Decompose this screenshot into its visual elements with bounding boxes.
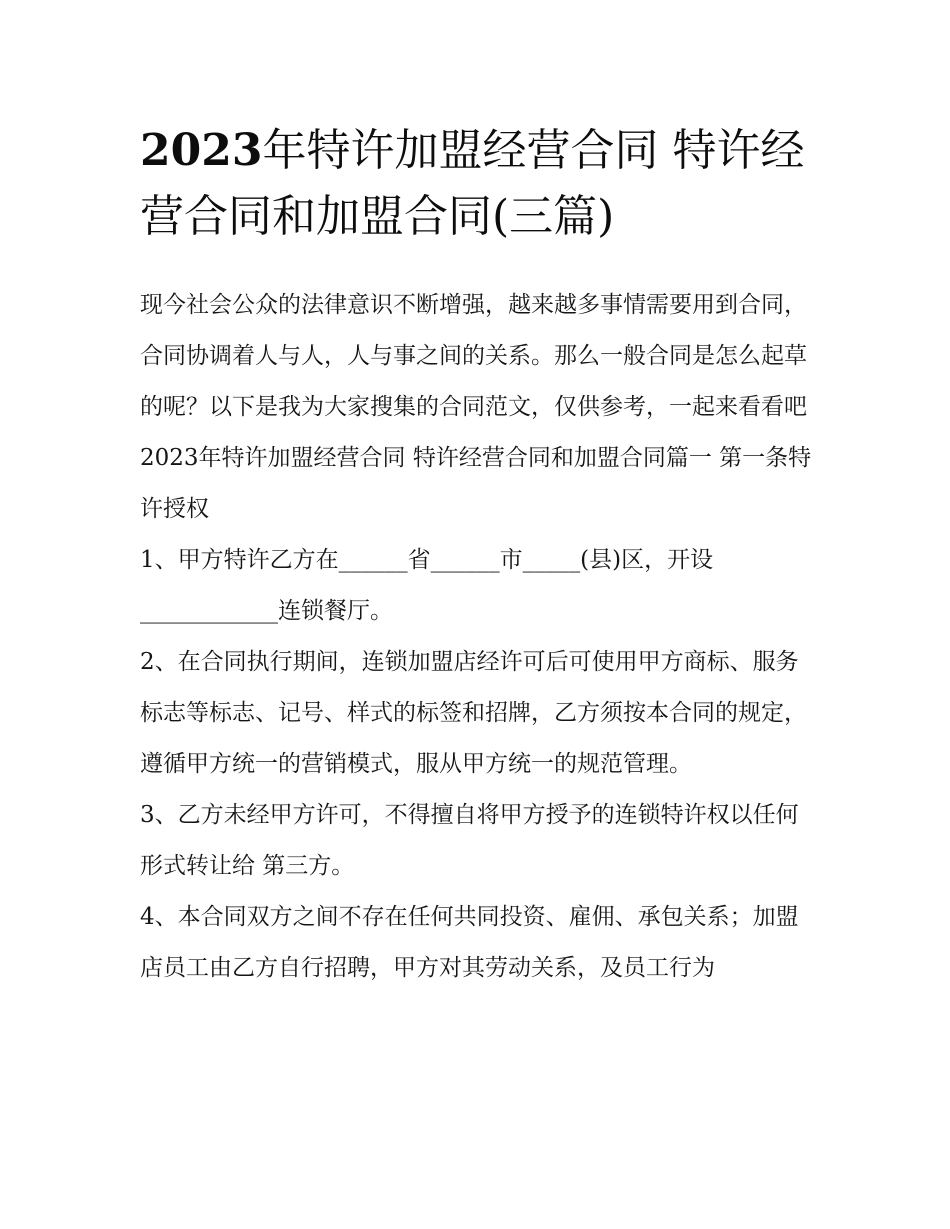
section-heading: 2023年特许加盟经营合同 特许经营合同和加盟合同篇一 第一条特许授权: [140, 445, 812, 522]
intro-paragraph: 现今社会公众的法律意识不断增强，越来越多事情需要用到合同，合同协调着人与人，人与事之间的关系。那么一般合同是怎么起草的呢？以下是我为大家搜集的合同范文，仅供参考，一起来看看吧: [140, 292, 807, 420]
clause-2: 2、在合同执行期间，连锁加盟店经许可后可使用甲方商标、服务标志等标志、记号、样式的标签和招牌，乙方须按本合同的规定，遵循甲方统一的营销模式，服从甲方统一的规范管理。: [140, 649, 807, 777]
title-text: 年特许加盟经营合同 特许经营合同和加盟合同(三篇): [140, 125, 805, 242]
clause-4: 4、本合同双方之间不存在任何共同投资、雇佣、承包关系；加盟店员工由乙方自行招聘，甲方对其劳动关系，及员工行为: [140, 904, 799, 981]
document-body: [140, 280, 820, 994]
clause-1: 1、甲方特许乙方在______省______市_____(县)区，开设____________连锁餐厅。: [140, 547, 714, 624]
title-year: 2023: [140, 125, 263, 176]
clause-3: 3、乙方未经甲方许可，不得擅自将甲方授予的连锁特许权以任何形式转让给 第三方。: [140, 802, 799, 879]
document-title: [140, 118, 830, 250]
